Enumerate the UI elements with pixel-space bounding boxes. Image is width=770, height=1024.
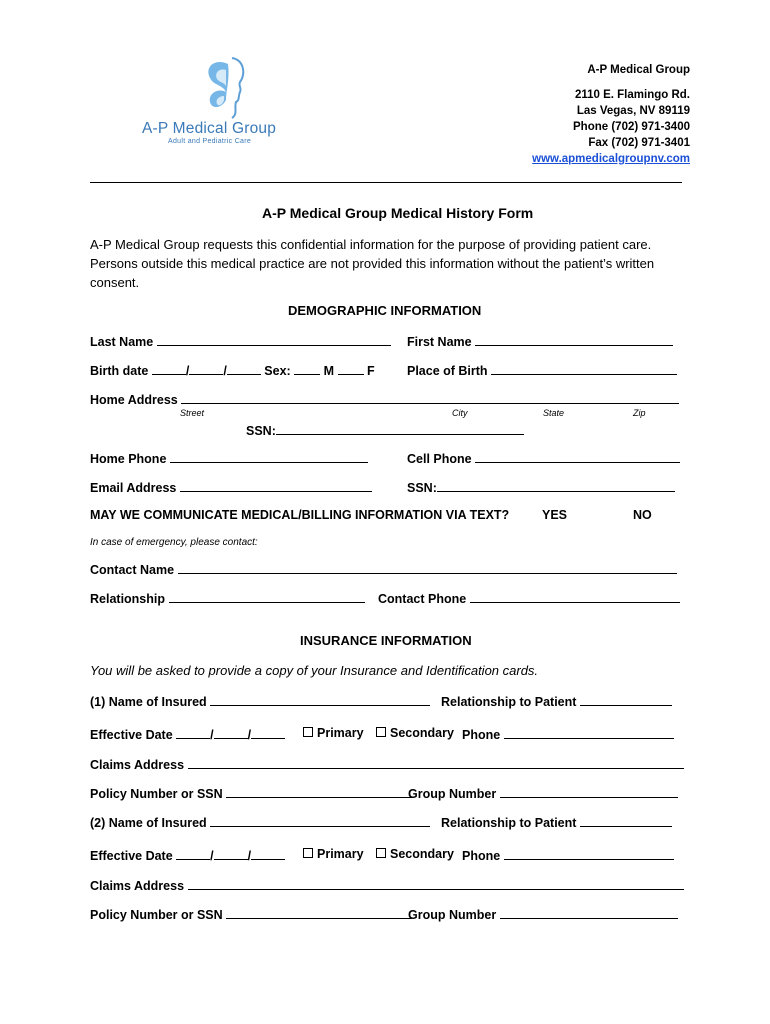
- contact-phone-field[interactable]: [378, 590, 680, 606]
- secondary1-checkbox-field[interactable]: [376, 726, 454, 740]
- claims-address1-label: Claims Address: [90, 758, 185, 772]
- header-fax: Fax (702) 971-3401: [588, 137, 690, 149]
- contact-name-label: Contact Name: [90, 563, 175, 577]
- effective-date2-label: Effective Date: [90, 849, 173, 863]
- ssn-field[interactable]: [246, 422, 524, 438]
- phone2-field[interactable]: [462, 847, 674, 863]
- text-consent-no[interactable]: NO: [633, 508, 652, 522]
- ssn-label: SSN:: [246, 424, 276, 438]
- group-number2-field[interactable]: [408, 906, 678, 922]
- sex-label: Sex:: [264, 364, 291, 378]
- birth-date-field[interactable]: [90, 362, 375, 378]
- secondary2-checkbox-field[interactable]: [376, 847, 454, 861]
- place-of-birth-input-line[interactable]: [491, 362, 677, 375]
- relationship-to-patient1-label: Relationship to Patient: [441, 695, 577, 709]
- effective-date2-year[interactable]: [251, 847, 285, 860]
- sex-female-label: F: [367, 364, 375, 378]
- effective-date1-year[interactable]: [251, 726, 285, 739]
- phone1-label: Phone: [462, 728, 501, 742]
- butterfly-logo-icon: [140, 52, 300, 122]
- home-address-input-line[interactable]: [181, 391, 679, 404]
- claims-address2-label: Claims Address: [90, 879, 185, 893]
- text-consent-question: MAY WE COMMUNICATE MEDICAL/BILLING INFORMATION VIA TEXT?: [90, 508, 510, 522]
- cell-phone-input-line[interactable]: [475, 450, 680, 463]
- relationship-field[interactable]: [90, 590, 365, 606]
- email-field[interactable]: [90, 479, 372, 495]
- company-logo: [140, 52, 300, 148]
- policy-number1-label: Policy Number or SSN: [90, 787, 223, 801]
- relationship-to-patient2-field[interactable]: [441, 814, 672, 830]
- effective-date2-day[interactable]: [214, 847, 248, 860]
- phone2-label: Phone: [462, 849, 501, 863]
- ssn2-field[interactable]: [407, 479, 675, 495]
- birth-sep: /: [223, 364, 227, 378]
- birth-date-label: Birth date: [90, 364, 149, 378]
- relationship-to-patient1-input-line[interactable]: [580, 693, 672, 706]
- secondary1-checkbox[interactable]: [376, 727, 386, 737]
- insured1-input-line[interactable]: [210, 693, 430, 706]
- street-sublabel: Street: [180, 408, 205, 418]
- home-phone-label: Home Phone: [90, 452, 167, 466]
- policy-number1-field[interactable]: [90, 785, 412, 801]
- header-phone: Phone (702) 971-3400: [573, 121, 690, 133]
- state-sublabel: State: [543, 408, 565, 418]
- claims-address1-input-line[interactable]: [188, 756, 684, 769]
- relationship-input-line[interactable]: [169, 590, 365, 603]
- birth-day-input[interactable]: [189, 362, 223, 375]
- group-number1-label: Group Number: [408, 787, 497, 801]
- insured2-field[interactable]: [90, 814, 430, 830]
- group-number1-field[interactable]: [408, 785, 678, 801]
- sex-male-label: M: [323, 364, 335, 378]
- insurance-note: You will be asked to provide a copy of your Insurance and Identification cards.: [90, 663, 539, 678]
- contact-name-field[interactable]: [90, 561, 677, 577]
- secondary2-label: Secondary: [390, 847, 454, 861]
- logo-name: A-P Medical Group: [142, 120, 277, 137]
- primary2-label: Primary: [317, 847, 364, 861]
- primary1-checkbox-field[interactable]: [303, 726, 364, 740]
- contact-phone-label: Contact Phone: [378, 592, 467, 606]
- insurance-heading: INSURANCE INFORMATION: [300, 633, 472, 648]
- city-sublabel: City: [452, 408, 468, 418]
- primary1-checkbox[interactable]: [303, 727, 313, 737]
- first-name-field[interactable]: [407, 333, 673, 349]
- policy-number2-field[interactable]: [90, 906, 412, 922]
- ssn-input-line[interactable]: [276, 422, 524, 435]
- header-website-link[interactable]: www.apmedicalgroupnv.com: [532, 153, 690, 165]
- first-name-input-line[interactable]: [475, 333, 673, 346]
- header-street: 2110 E. Flamingo Rd.: [574, 89, 690, 101]
- relationship-to-patient1-field[interactable]: [441, 693, 672, 709]
- relationship-label: Relationship: [90, 592, 166, 606]
- phone1-input-line[interactable]: [504, 726, 674, 739]
- claims-address2-input-line[interactable]: [188, 877, 684, 890]
- effective-date1-day[interactable]: [214, 726, 248, 739]
- first-name-label: First Name: [407, 335, 472, 349]
- insured2-label: (2) Name of Insured: [90, 816, 207, 830]
- group-number1-input-line[interactable]: [500, 785, 678, 798]
- insured1-label: (1) Name of Insured: [90, 695, 207, 709]
- group-number2-label: Group Number: [408, 908, 497, 922]
- group-number2-input-line[interactable]: [500, 906, 678, 919]
- place-of-birth-field[interactable]: [407, 362, 677, 378]
- email-label: Email Address: [90, 481, 177, 495]
- sex-male-input[interactable]: [294, 362, 320, 375]
- birth-month-input[interactable]: [152, 362, 186, 375]
- demographic-heading: DEMOGRAPHIC INFORMATION: [288, 303, 482, 318]
- effective-date1-month[interactable]: [176, 726, 210, 739]
- form-intro: A-P Medical Group requests this confidential information for the purpose of providing patient care. Persons outside this medical practice are not provided this information without the patient’s written consent.: [90, 237, 655, 290]
- ssn2-label: SSN:: [407, 481, 437, 495]
- effective-date1-field[interactable]: Effective Date / /: [90, 726, 285, 742]
- birth-sep: /: [185, 364, 190, 378]
- home-address-field[interactable]: [90, 391, 679, 407]
- header-org: A-P Medical Group: [587, 64, 690, 76]
- header-city: Las Vegas, NV 89119: [576, 105, 690, 117]
- secondary1-label: Secondary: [390, 726, 454, 740]
- effective-date1-label: Effective Date: [90, 728, 173, 742]
- email-input-line[interactable]: [180, 479, 372, 492]
- insured1-field[interactable]: [90, 693, 430, 709]
- place-of-birth-label: Place of Birth: [407, 364, 488, 378]
- text-consent-yes[interactable]: YES: [542, 508, 568, 522]
- policy-number2-input-line[interactable]: [226, 906, 412, 919]
- home-phone-field[interactable]: [90, 450, 368, 466]
- logo-tagline: Adult and Pediatric Care: [168, 138, 252, 145]
- home-address-label: Home Address: [90, 393, 178, 407]
- primary2-checkbox[interactable]: [303, 848, 313, 858]
- contact-phone-input-line[interactable]: [470, 590, 680, 603]
- contact-name-input-line[interactable]: [178, 561, 677, 574]
- ssn2-input-line[interactable]: [437, 479, 675, 492]
- primary2-checkbox-field[interactable]: [303, 847, 364, 861]
- claims-address1-field[interactable]: [90, 756, 684, 772]
- relationship-to-patient2-input-line[interactable]: [580, 814, 672, 827]
- header-divider: [90, 182, 682, 183]
- policy-number2-label: Policy Number or SSN: [90, 908, 223, 922]
- birth-year-input[interactable]: [227, 362, 261, 375]
- home-phone-input-line[interactable]: [170, 450, 368, 463]
- emergency-note: In case of emergency, please contact:: [90, 537, 258, 548]
- form-title: A-P Medical Group Medical History Form: [262, 205, 534, 221]
- zip-sublabel: Zip: [633, 408, 646, 418]
- phone2-input-line[interactable]: [504, 847, 674, 860]
- effective-date2-field[interactable]: Effective Date / /: [90, 847, 285, 863]
- last-name-input-line[interactable]: [157, 333, 391, 346]
- cell-phone-field[interactable]: [407, 450, 680, 466]
- claims-address2-field[interactable]: [90, 877, 684, 893]
- last-name-field[interactable]: [90, 333, 391, 349]
- primary1-label: Primary: [317, 726, 364, 740]
- last-name-label: Last Name: [90, 335, 154, 349]
- secondary2-checkbox[interactable]: [376, 848, 386, 858]
- policy-number1-input-line[interactable]: [226, 785, 412, 798]
- insured2-input-line[interactable]: [210, 814, 430, 827]
- effective-date2-month[interactable]: [176, 847, 210, 860]
- cell-phone-label: Cell Phone: [407, 452, 472, 466]
- sex-female-input[interactable]: [338, 362, 364, 375]
- relationship-to-patient2-label: Relationship to Patient: [441, 816, 577, 830]
- phone1-field[interactable]: [462, 726, 674, 742]
